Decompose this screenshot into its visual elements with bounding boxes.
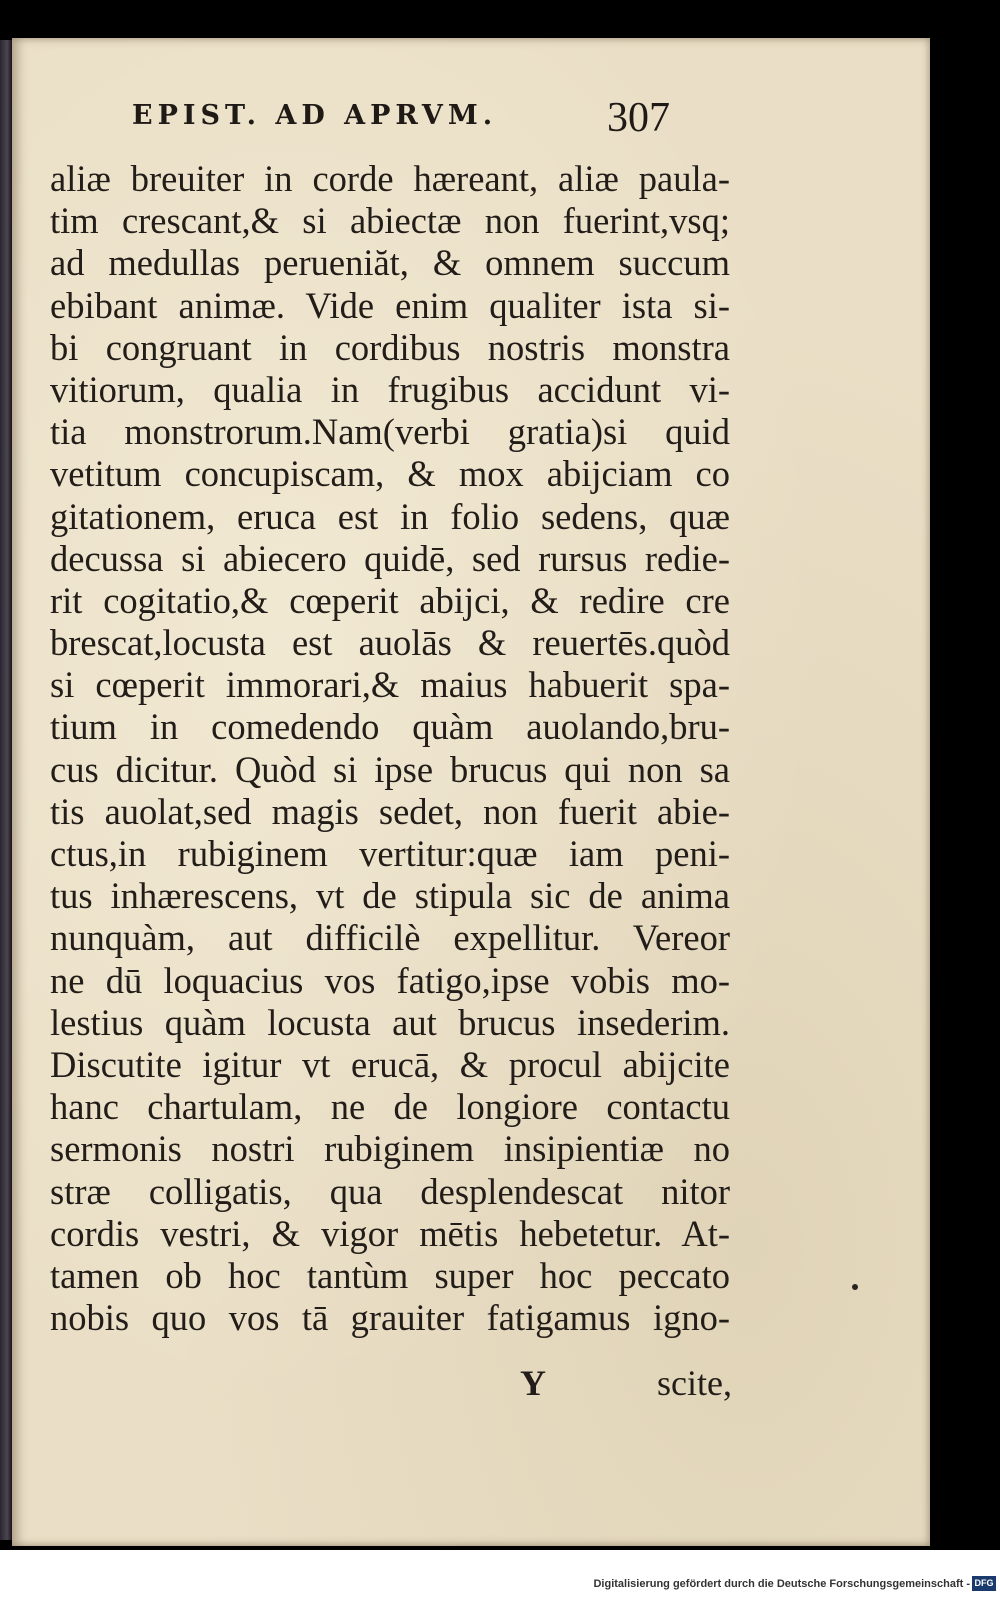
text-line: si cœperit immorari,& maius habuerit spa- (50, 664, 730, 706)
text-line: vetitum concupiscam, & mox abijciam co (50, 453, 730, 495)
text-line: lestius quàm locusta aut brucus insederim. (50, 1001, 730, 1043)
text-line: ne dū loquacius vos fatigo,ipse vobis mo- (50, 959, 730, 1001)
text-line: gitationem, eruca est in folio sedens, quæ (50, 495, 730, 537)
catchword-line (502, 1362, 732, 1408)
text-line: ad medullas perueniăt, & omnem succum (50, 242, 730, 284)
text-line: ctus,in rubiginem vertitur:quæ iam peni- (50, 833, 730, 874)
text-line: decussa si abiecero quidē, sed rursus redie- (50, 537, 730, 579)
signature-mark: Y (520, 1363, 546, 1403)
text-line: vitiorum, qualia in frugibus accidunt vi- (50, 368, 730, 410)
catchword: scite, (657, 1363, 732, 1403)
text-line: sermonis nostri rubiginem insipientiæ no (50, 1128, 730, 1170)
text-line: nobis quo vos tā grauiter fatigamus igno- (50, 1297, 730, 1339)
text-line: tim crescant,& si abiectæ non fuerint,vsq; (50, 200, 730, 242)
text-line: ebibant animæ. Vide enim qualiter ista si- (50, 284, 730, 326)
running-head (132, 95, 692, 150)
book-page (12, 38, 930, 1546)
page-number: 307 (607, 95, 670, 141)
text-line: aliæ breuiter in corde hæreant, aliæ paula- (50, 158, 730, 199)
text-line: bi congruant in cordibus nostris monstra (50, 326, 730, 368)
text-line: cus dicitur. Quòd si ipse brucus qui non sa (50, 748, 730, 790)
text-line: tis auolat,sed magis sedet, non fuerit abie- (50, 790, 730, 832)
body-text (50, 158, 730, 1339)
digitization-footer (0, 1550, 1000, 1598)
text-line: Discutite igitur vt erucā, & procul abijcite (50, 1043, 730, 1085)
adjacent-page-edge (0, 40, 12, 1540)
text-line: tium in comedendo quàm auolando,bru- (50, 706, 730, 748)
running-title: EPIST. AD APRVM. (132, 100, 498, 131)
text-line: nunquàm, aut difficilè expellitur. Vereor (50, 917, 730, 959)
text-line: tus inhærescens, vt de stipula sic de anima (50, 875, 730, 917)
dfg-logo-icon: DFG (972, 1576, 996, 1591)
text-line: rit cogitatio,& cœperit abijci, & redire cre (50, 579, 730, 621)
text-line: tia monstrorum.Nam(verbi gratia)si quid (50, 411, 730, 453)
text-line: brescat,locusta est auolās & reuertēs.quòd (50, 622, 730, 664)
text-line: tamen ob hoc tantùm super hoc peccato (50, 1254, 730, 1296)
ink-speck (852, 1284, 858, 1290)
funding-credit: Digitalisierung gefördert durch die Deutsche Forschungsgemeinschaft - (593, 1578, 970, 1590)
text-line: hanc chartulam, ne de longiore contactu (50, 1086, 730, 1128)
text-line: cordis vestri, & vigor mētis hebetetur. At- (50, 1212, 730, 1254)
text-line: stræ colligatis, qua desplendescat nitor (50, 1170, 730, 1212)
